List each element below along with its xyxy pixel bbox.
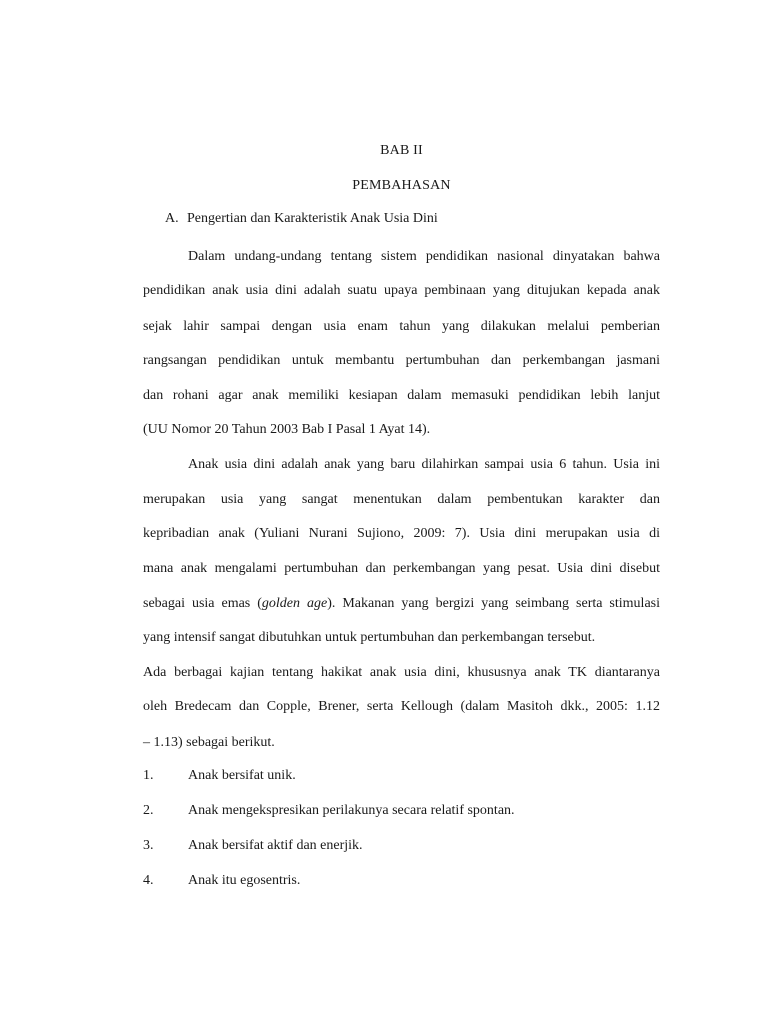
list-number: 4. [143, 873, 154, 888]
chapter-heading: BAB II [380, 143, 423, 158]
list-item: Anak itu egosentris. [188, 873, 301, 888]
list-item: Anak bersifat aktif dan enerjik. [188, 838, 363, 853]
paragraph-line: merupakan usia yang sangat menentukan dalam pembentukan karakter dan [143, 492, 660, 507]
paragraph-line: – 1.13) sebagai berikut. [143, 735, 275, 750]
subsection-heading [165, 211, 438, 227]
paragraph-line: Dalam undang-undang tentang sistem pendidikan nasional dinyatakan bahwa [188, 249, 660, 264]
list-item: Anak mengekspresikan perilakunya secara relatif spontan. [188, 803, 515, 818]
paragraph-text: sebagai usia emas ( [143, 596, 262, 611]
paragraph-text: ). Makanan yang bergizi yang seimbang serta stimulasi [327, 596, 660, 611]
paragraph-line: dan rohani agar anak memiliki kesiapan dalam memasuki pendidikan lebih lanjut [143, 388, 660, 403]
paragraph-line: yang intensif sangat dibutuhkan untuk pertumbuhan dan perkembangan tersebut. [143, 630, 596, 645]
paragraph-line: kepribadian anak (Yuliani Nurani Sujiono, 2009: 7). Usia dini merupakan usia di [143, 526, 660, 541]
paragraph-line: oleh Bredecam dan Copple, Brener, serta Kellough (dalam Masitoh dkk., 2005: 1.12 [143, 699, 660, 714]
section-title: PEMBAHASAN [352, 178, 451, 193]
paragraph-line: Ada berbagai kajian tentang hakikat anak usia dini, khususnya anak TK diantaranya [143, 665, 660, 680]
list-number: 1. [143, 768, 154, 783]
paragraph-line [143, 595, 660, 613]
list-number: 3. [143, 838, 154, 853]
paragraph-line: sejak lahir sampai dengan usia enam tahun yang dilakukan melalui pemberian [143, 319, 660, 334]
paragraph-line: pendidikan anak usia dini adalah suatu upaya pembinaan yang ditujukan kepada anak [143, 283, 660, 298]
list-number: 2. [143, 803, 154, 818]
paragraph-line: Anak usia dini adalah anak yang baru dilahirkan sampai usia 6 tahun. Usia ini [188, 457, 660, 472]
paragraph-line: rangsangan pendidikan untuk membantu pertumbuhan dan perkembangan jasmani [143, 353, 660, 368]
list-item: Anak bersifat unik. [188, 768, 296, 783]
subsection-title: Pengertian dan Karakteristik Anak Usia Dini [187, 211, 438, 226]
paragraph-line: (UU Nomor 20 Tahun 2003 Bab I Pasal 1 Ayat 14). [143, 422, 431, 437]
italic-term: golden age [261, 596, 328, 611]
paragraph-line: mana anak mengalami pertumbuhan dan perkembangan yang pesat. Usia dini disebut [143, 561, 660, 576]
subsection-marker: A. [165, 211, 179, 226]
